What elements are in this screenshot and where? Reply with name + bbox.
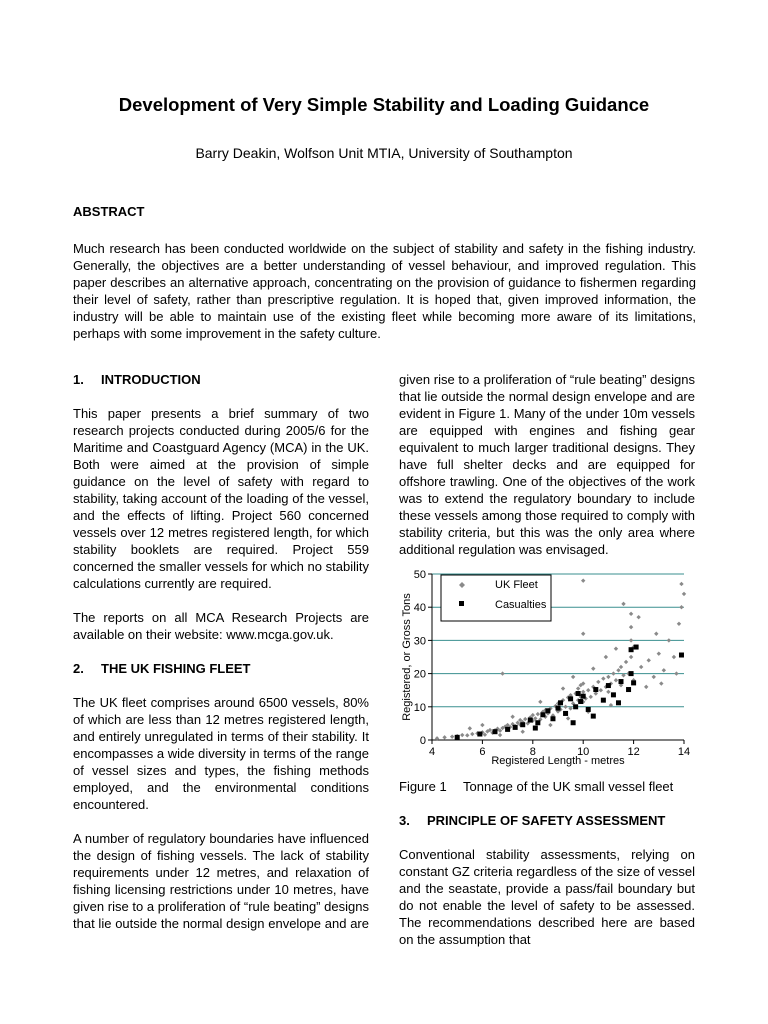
fleet-point [629, 655, 633, 659]
fleet-point [586, 688, 590, 692]
casualty-point [576, 691, 581, 696]
x-axis-label: Registered Length - metres [491, 755, 625, 767]
section-title: INTRODUCTION [101, 372, 201, 387]
section-number: 1. [73, 372, 84, 387]
fleet-point [629, 612, 633, 616]
fleet-point [624, 660, 628, 664]
casualty-point [545, 708, 550, 713]
x-tick-label: 8 [529, 746, 536, 758]
tonnage-scatter-chart [399, 570, 695, 768]
fleet-point [659, 681, 663, 685]
fleet-point [654, 632, 658, 636]
casualty-point [563, 711, 568, 716]
fleet-point [566, 716, 570, 720]
fleet-point [480, 723, 484, 727]
fleet-point [470, 732, 474, 736]
casualty-point [581, 694, 586, 699]
casualty-point [528, 718, 533, 723]
paragraph: This paper presents a brief summary of two research projects conducted during 2005/6 for the Maritime and Coastguard Agency (MCA) in the UK. Both were aimed at the provision of simple guidance on the level of safety with regard to stability, taking account of the loading of the vessel, and the effects of lifting. Project 560 concerned vessels over 12 metres registered length, for which stability booklets are required. Project 559 concerned the smaller vessels for which no stability calculations currently are required. [73, 406, 369, 591]
casualty-point [679, 653, 684, 658]
casualty-point [556, 706, 561, 711]
casualty-point [568, 696, 573, 701]
section-title: PRINCIPLE OF SAFETY ASSESSMENT [427, 813, 666, 828]
casualty-point [571, 720, 576, 725]
fleet-point [611, 671, 615, 675]
section-number: 3. [399, 813, 410, 828]
fleet-point [679, 582, 683, 586]
paragraph-continuation-text: given rise to a proliferation of “rule beating” designs that lie outside the normal design envelope and are evident in Figure 1. Many of the under 10m vessels are equipped with engines and fishing gear equivalent to much larger traditional designs. They have full shelter decks and are equipped for offshore trawling. One of the objectives of the work was to extend the regulatory boundary to include these vessels among those required to comply with stability criteria, but this was the only area where additional regulation was envisaged. [399, 372, 695, 557]
fleet-point [677, 622, 681, 626]
fleet-point [614, 678, 618, 682]
fleet-point [576, 686, 580, 690]
casualty-point [611, 692, 616, 697]
fleet-point [596, 680, 600, 684]
fleet-point [450, 734, 454, 738]
casualty-point [578, 699, 583, 704]
fleet-point [672, 655, 676, 659]
fleet-point [521, 730, 525, 734]
casualty-point [477, 732, 482, 737]
casualty-point [505, 727, 510, 732]
fleet-point [523, 717, 527, 721]
y-tick-label: 40 [413, 602, 426, 615]
casualty-point [619, 679, 624, 684]
casualty-point [593, 687, 598, 692]
fleet-point [561, 686, 565, 690]
fleet-point [538, 700, 542, 704]
paragraph: The reports on all MCA Research Projects are available on their website: www.mcga.gov.uk. [73, 610, 369, 642]
y-axis-label: Registered, or Gross Tons [401, 593, 413, 721]
section-number: 2. [73, 661, 84, 676]
fleet-point [581, 578, 585, 582]
section-heading-uk-fishing-fleet [73, 660, 369, 677]
legend-label-fleet: UK Fleet [495, 579, 538, 591]
x-tick-label: 4 [428, 746, 436, 758]
fleet-point [589, 695, 593, 699]
paragraph: The UK fleet comprises around 6500 vessels, 80% of which are less than 12 metres registered length, and entirely unregulated in terms of their stability. It encompasses a wide diversity in terms of the range of vessel sizes and types, the fishing methods employed, and the environmental conditions encountered. [73, 695, 369, 812]
fleet-point [662, 668, 666, 672]
fleet-point [614, 647, 618, 651]
section-title: THE UK FISHING FLEET [101, 661, 251, 676]
legend-label-casualties: Casualties [495, 599, 547, 611]
y-tick-label: 50 [413, 570, 426, 581]
casualty-point [606, 683, 611, 688]
x-tick-label: 14 [677, 746, 691, 758]
figure-label: Figure 1 [399, 779, 447, 794]
fleet-point [629, 625, 633, 629]
fleet-point [498, 733, 502, 737]
fleet-point [563, 705, 567, 709]
casualty-point [558, 700, 563, 705]
fleet-point [465, 733, 469, 737]
fleet-point [616, 668, 620, 672]
figure-caption-text: Tonnage of the UK small vessel fleet [463, 779, 674, 794]
chart-legend [441, 575, 551, 621]
casualty-point [513, 725, 518, 730]
right-column [399, 371, 695, 948]
fleet-point [500, 671, 504, 675]
abstract-text: Much research has been conducted worldwide on the subject of stability and safety in the fishing industry. Generally, the objectives are a better understanding of vessel behaviour, and improved regulation. This paper describes an alternative approach, concentrating on the provision of guidance to fishermen regarding their level of safety, rather than prescriptive regulation. It is hoped that, given improved information, the industry will be able to maintain use of the existing fleet while becoming more aware of its limitations, perhaps with some improvement in the safety culture. [73, 241, 696, 341]
fleet-point [682, 592, 686, 596]
legend-marker-casualties [459, 601, 464, 606]
casualty-point [520, 722, 525, 727]
fleet-point [606, 675, 610, 679]
paragraph-continued: A number of regulatory boundaries have influenced the design of fishing vessels. The lack of stability requirements under 12 metres, and relaxation of fishing licensing restrictions under 10 metres, have given rise to a proliferation of “rule beating” designs that lie outside the normal design envelope and are [73, 831, 369, 931]
fleet-point [460, 733, 464, 737]
fleet-point [442, 735, 446, 739]
y-tick-label: 10 [413, 701, 426, 714]
x-tick-label: 6 [479, 746, 486, 758]
fleet-point [667, 638, 671, 642]
fleet-point [652, 675, 656, 679]
casualty-point [631, 680, 636, 685]
fleet-point [510, 715, 514, 719]
fleet-point [619, 665, 623, 669]
fleet-point [571, 675, 575, 679]
abstract-heading: ABSTRACT [73, 204, 145, 219]
fleet-point [581, 690, 585, 694]
casualty-point [455, 735, 460, 740]
casualty-point [550, 716, 555, 721]
casualty-point [586, 707, 591, 712]
paper-title: Development of Very Simple Stability and Loading Guidance [118, 94, 650, 115]
casualty-point [591, 714, 596, 719]
fleet-point [599, 688, 603, 692]
casualty-point [573, 704, 578, 709]
fleet-point [639, 665, 643, 669]
casualty-point [540, 712, 545, 717]
fleet-point [636, 615, 640, 619]
author-line: Barry Deakin, Wolfson Unit MTIA, University of Southampton [195, 145, 573, 161]
fleet-point [606, 690, 610, 694]
casualty-point [601, 698, 606, 703]
section-heading-principle-of-safety-assessment [399, 812, 695, 829]
y-tick-label: 0 [419, 735, 426, 747]
section-heading-introduction [73, 371, 369, 388]
fleet-point [468, 726, 472, 730]
casualty-point [616, 700, 621, 705]
fleet-point [629, 638, 633, 642]
fleet-point [604, 655, 608, 659]
fleet-point [536, 712, 540, 716]
y-tick-label: 30 [413, 635, 426, 648]
paragraph: Conventional stability assessments, relying on constant GZ criteria regardless of the size of vessel and the seastate, provide a pass/fail boundary but do not enable the level of safety to be assessed. The recommendations described here are based on the assumption that [399, 847, 695, 947]
fleet-point [548, 723, 552, 727]
paragraph-continuation [399, 371, 695, 558]
casualty-point [626, 687, 631, 692]
fleet-point [657, 651, 661, 655]
casualty-point [634, 645, 639, 650]
fleet-point [621, 602, 625, 606]
fleet-point [601, 676, 605, 680]
casualty-point [535, 720, 540, 725]
x-tick-label: 10 [577, 746, 590, 758]
fleet-point [591, 666, 595, 670]
casualty-point [629, 671, 634, 676]
fleet-point [644, 685, 648, 689]
y-tick-label: 20 [413, 668, 426, 681]
figure-1 [399, 570, 695, 768]
fleet-point [647, 658, 651, 662]
casualty-point [533, 726, 538, 731]
fleet-point [679, 605, 683, 609]
x-tick-label: 12 [627, 746, 640, 758]
fleet-point [581, 632, 585, 636]
casualty-point [629, 647, 634, 652]
casualty-point [493, 729, 498, 734]
figure-caption [399, 778, 695, 795]
left-column [73, 371, 369, 932]
fleet-point [674, 671, 678, 675]
